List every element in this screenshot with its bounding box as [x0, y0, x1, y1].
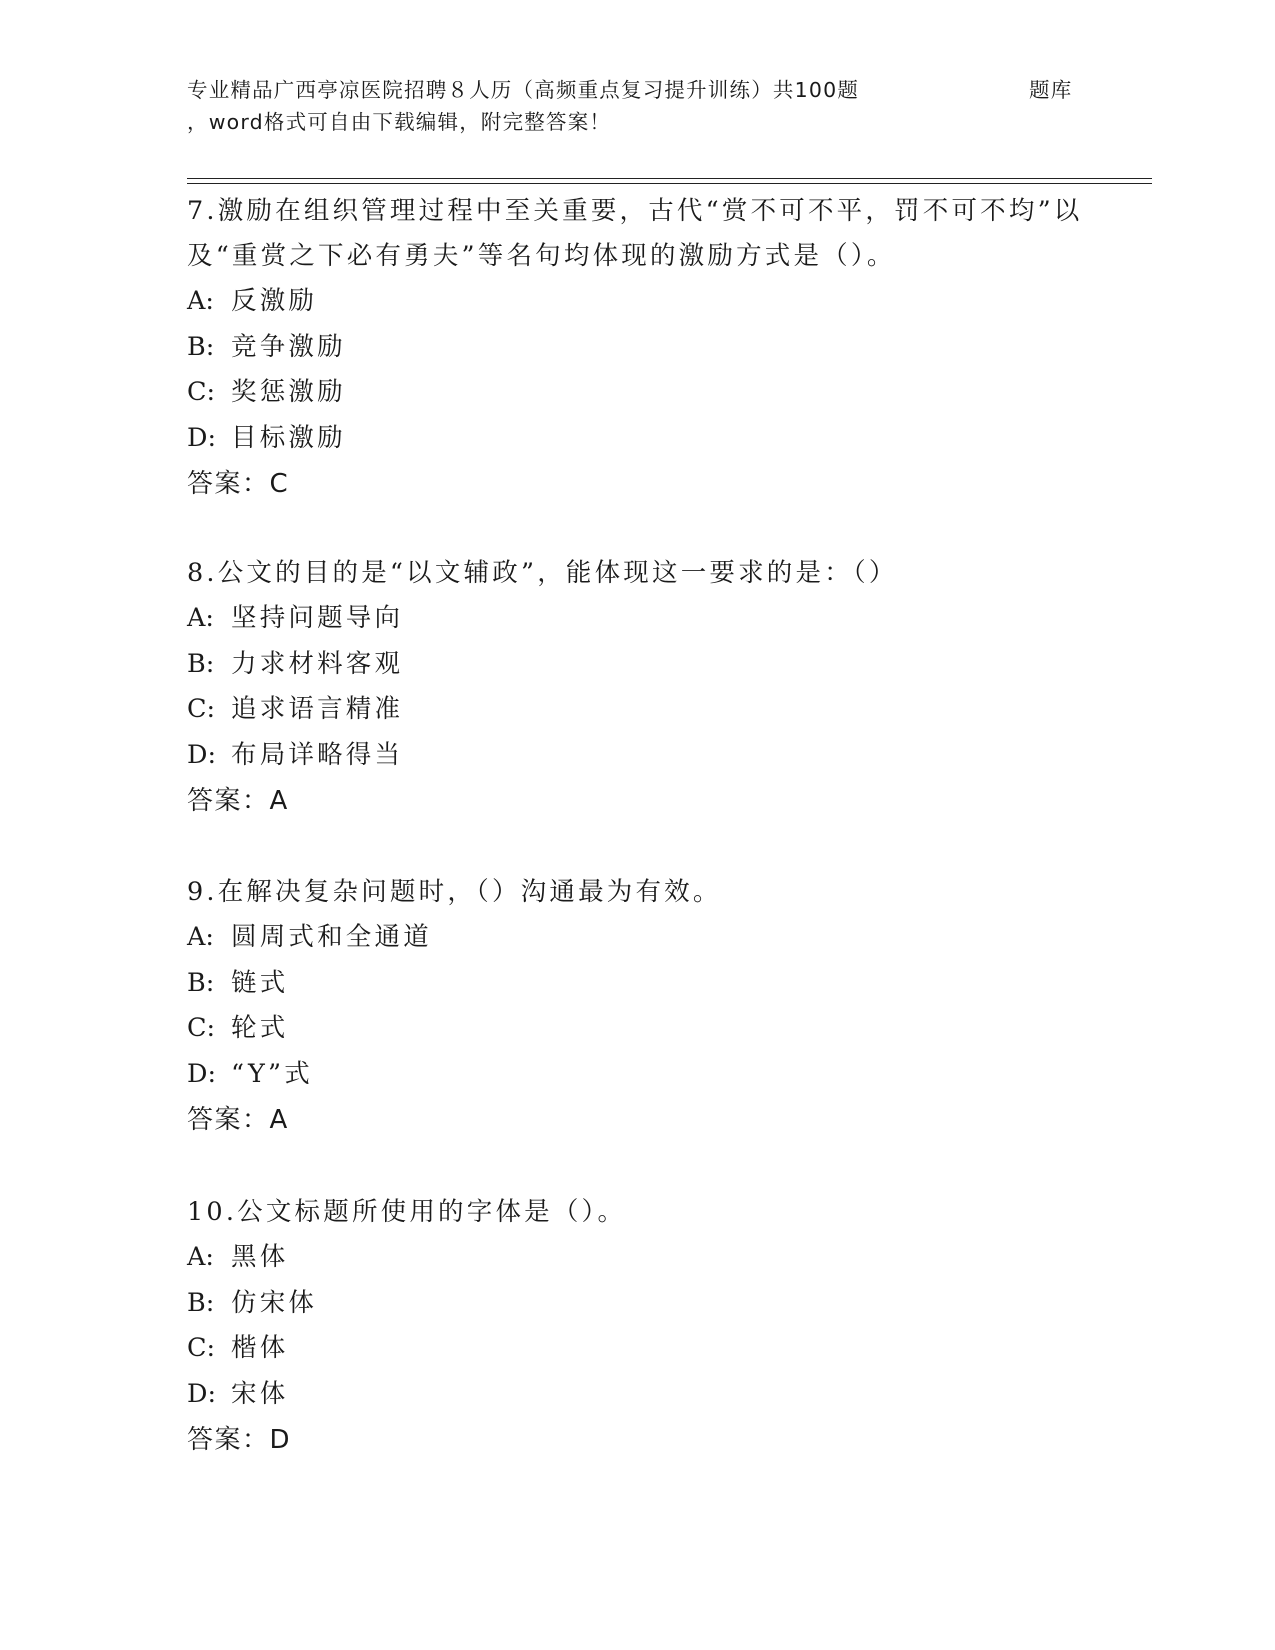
option-text: 反激励: [231, 286, 318, 316]
option-label: D:: [187, 422, 217, 453]
question-text: 8.公文的目的是“以文辅政”，能体现这一要求的是：（）: [187, 558, 898, 588]
header-title-line: 专业精品广西亭凉医院招聘８人历（高频重点复习提升训练）共100题: [187, 78, 860, 102]
option-text: 力求材料客观: [231, 648, 404, 679]
header-subtitle-line: ，word格式可自由下载编辑，附完整答案！: [187, 110, 612, 134]
option-label: B:: [187, 1287, 215, 1318]
option-d: [187, 1372, 1107, 1418]
option-label: D:: [187, 739, 217, 770]
option-b: [187, 1281, 1107, 1327]
option-label: B:: [187, 331, 215, 362]
option-c: [187, 1326, 1107, 1372]
option-label: A:: [187, 286, 215, 316]
question-7: [187, 189, 1107, 507]
option-text: 链式: [231, 967, 289, 998]
question-text: 10.公文标题所使用的字体是（）。: [187, 1197, 627, 1227]
question-10: [187, 1190, 1107, 1463]
option-text: 仿宋体: [231, 1287, 318, 1318]
option-label: D:: [187, 1378, 217, 1409]
header-tag: 题库: [1029, 78, 1073, 102]
option-label: C:: [187, 694, 216, 724]
question-text: 7.激励在组织管理过程中至关重要，古代“赏不可不平，罚不可不均”以及“重赏之下必有勇夫”等名句均体现的激励方式是（）。: [187, 196, 1083, 271]
option-text: 竞争激励: [231, 331, 346, 362]
option-c: [187, 370, 1107, 416]
option-d: [187, 416, 1107, 462]
answer: 答案：C: [187, 469, 290, 499]
option-text: “Y”式: [231, 1058, 313, 1089]
option-label: B:: [187, 967, 215, 998]
option-a: [187, 279, 1107, 325]
page-header: [187, 74, 1147, 138]
option-b: [187, 642, 1107, 688]
option-b: [187, 961, 1107, 1007]
answer: 答案：A: [187, 1105, 289, 1135]
option-text: 轮式: [231, 1013, 289, 1043]
option-label: B:: [187, 648, 215, 679]
option-c: [187, 1006, 1107, 1052]
question-8: [187, 551, 1107, 824]
option-label: A:: [187, 1242, 215, 1272]
question-text: 9.在解决复杂问题时，（）沟通最为有效。: [187, 877, 722, 907]
option-d: [187, 733, 1107, 779]
option-text: 黑体: [231, 1242, 289, 1272]
option-label: C:: [187, 1013, 216, 1043]
option-c: [187, 687, 1107, 733]
option-text: 坚持问题导向: [231, 603, 404, 633]
option-label: A:: [187, 603, 215, 633]
option-a: [187, 915, 1107, 961]
option-label: C:: [187, 377, 216, 407]
option-text: 追求语言精准: [231, 694, 404, 724]
option-text: 楷体: [231, 1333, 289, 1363]
option-text: 目标激励: [231, 422, 346, 453]
option-b: [187, 325, 1107, 371]
question-9: [187, 870, 1107, 1143]
option-text: 宋体: [231, 1378, 289, 1409]
option-d: [187, 1052, 1107, 1098]
header-divider-bottom: [187, 183, 1152, 184]
option-label: D:: [187, 1058, 217, 1089]
option-text: 布局详略得当: [231, 739, 404, 770]
option-label: C:: [187, 1333, 216, 1363]
option-a: [187, 596, 1107, 642]
option-label: A:: [187, 922, 215, 952]
option-a: [187, 1235, 1107, 1281]
answer: 答案：A: [187, 786, 289, 816]
option-text: 奖惩激励: [231, 377, 346, 407]
answer: 答案：D: [187, 1425, 292, 1455]
option-text: 圆周式和全通道: [231, 922, 432, 952]
header-divider-top: [187, 178, 1152, 179]
